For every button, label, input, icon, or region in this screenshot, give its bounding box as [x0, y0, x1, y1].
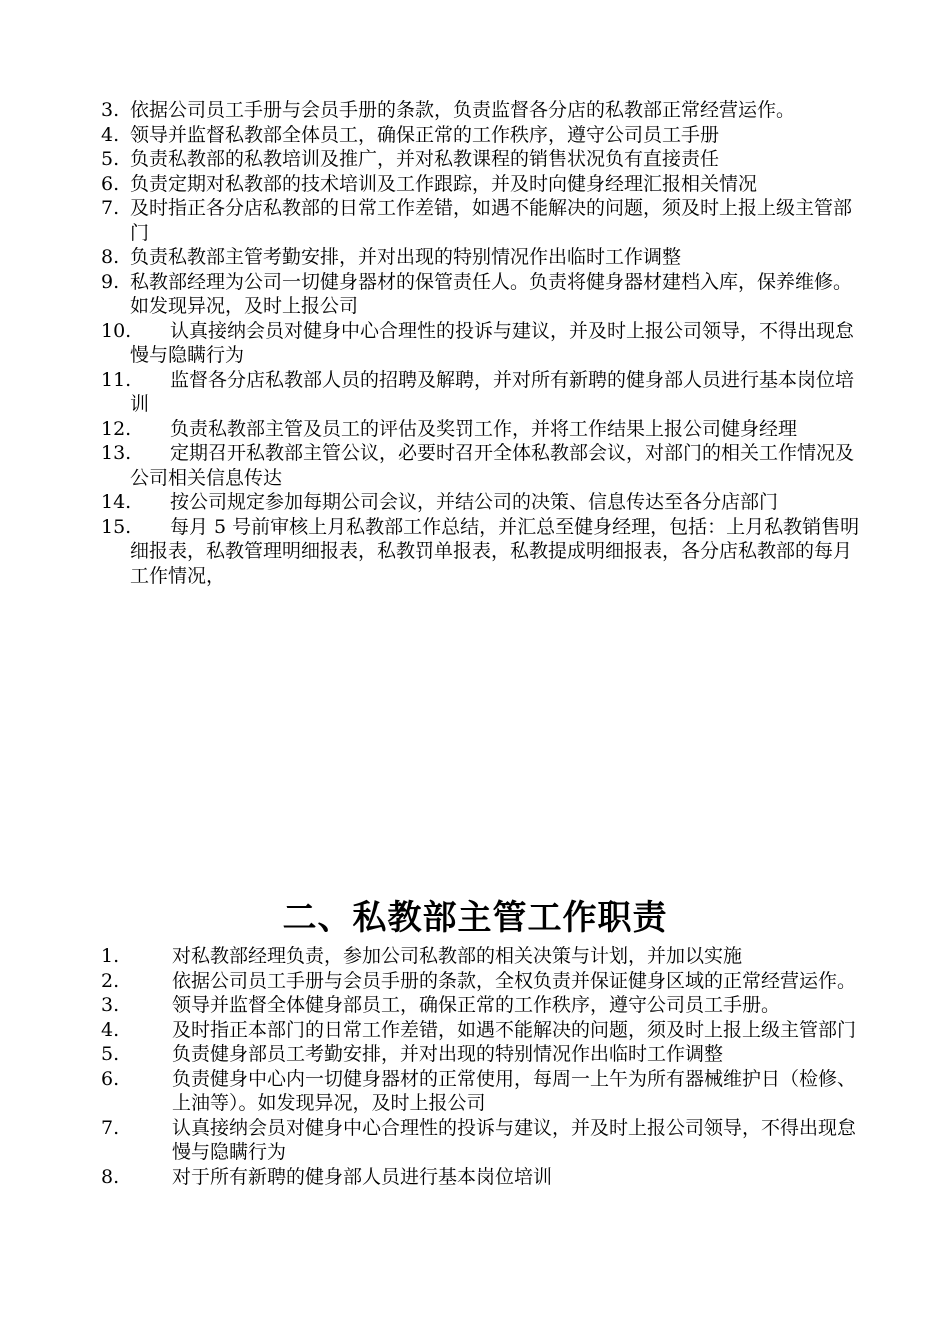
- list-item: [0, 441, 860, 490]
- list-item: [0, 1018, 860, 1043]
- list-item: [0, 417, 860, 442]
- item-text: 依据公司员工手册与会员手册的条款，负责监督各分店的私教部正常经营运作。: [130, 99, 796, 121]
- list-item: [0, 1165, 860, 1190]
- list-item: [0, 490, 860, 515]
- list-item: [0, 196, 860, 245]
- item-number: 4.: [101, 1018, 120, 1041]
- item-number: 8.: [101, 1165, 120, 1188]
- item-number: 5.: [101, 1043, 120, 1065]
- item-text: 负责健身中心内一切健身器材的正常使用，每周一上午为所有器械维护日（检修、上油等）。如发现异况，及时上报公司: [172, 1067, 857, 1114]
- item-number: 14.: [101, 491, 132, 513]
- item-text: 领导并监督私教部全体员工，确保正常的工作秩序，遵守公司员工手册: [130, 123, 720, 146]
- item-number: 1.: [101, 945, 120, 967]
- item-text: 领导并监督全体健身部员工，确保正常的工作秩序，遵守公司员工手册。: [172, 994, 781, 1016]
- item-number: 11.: [101, 368, 132, 391]
- item-number: 12.: [101, 417, 132, 440]
- list-item: [0, 1067, 860, 1116]
- item-text: 认真接纳会员对健身中心合理性的投诉与建议，并及时上报公司领导，不得出现怠慢与隐瞒行为: [172, 1116, 857, 1163]
- item-text: 认真接纳会员对健身中心合理性的投诉与建议，并及时上报公司领导，不得出现怠慢与隐瞒行为: [130, 319, 855, 366]
- list-item: [0, 270, 860, 319]
- item-text: 及时指正本部门的日常工作差错，如遇不能解决的问题，须及时上报上级主管部门: [172, 1018, 857, 1041]
- duty-list-supervisor: [0, 944, 860, 1189]
- item-text: 对私教部经理负责，参加公司私教部的相关决策与计划，并加以实施: [172, 945, 743, 967]
- item-text: 负责私教部主管考勤安排，并对出现的特别情况作出临时工作调整: [130, 246, 682, 268]
- list-item: [0, 515, 860, 589]
- list-item: [0, 1116, 860, 1165]
- list-item: [0, 147, 860, 172]
- item-text: 私教部经理为公司一切健身器材的保管责任人。负责将健身器材建档入库，保养维修。如发现异况，及时上报公司: [130, 270, 853, 317]
- item-text: 定期召开私教部主管公议，必要时召开全体私教部会议，对部门的相关工作情况及公司相关信息传达: [130, 442, 855, 489]
- item-text: 负责私教部主管及员工的评估及奖罚工作，并将工作结果上报公司健身经理: [170, 417, 798, 440]
- item-number: 4.: [101, 123, 120, 146]
- item-text: 负责私教部的私教培训及推广，并对私教课程的销售状况负有直接责任: [130, 148, 720, 170]
- list-item: [0, 98, 860, 123]
- section-title: 二、私教部主管工作职责: [282, 898, 668, 938]
- item-text: 负责定期对私教部的技术培训及工作跟踪，并及时向健身经理汇报相关情况: [130, 172, 758, 195]
- list-item: [0, 245, 860, 270]
- item-number: 3.: [101, 99, 120, 121]
- item-number: 3.: [101, 994, 120, 1016]
- list-item: [0, 969, 860, 994]
- item-number: 9.: [101, 270, 120, 293]
- item-number: 7.: [101, 1116, 120, 1139]
- item-text: 按公司规定参加每期公司会议，并结公司的决策、信息传达至各分店部门: [170, 491, 779, 513]
- item-text: 负责健身部员工考勤安排，并对出现的特别情况作出临时工作调整: [172, 1043, 724, 1065]
- item-text: 监督各分店私教部人员的招聘及解聘，并对所有新聘的健身部人员进行基本岗位培训: [130, 368, 855, 415]
- duty-list-manager: [0, 98, 860, 588]
- list-item: [0, 123, 860, 148]
- item-number: 6.: [101, 172, 120, 195]
- item-number: 10.: [101, 319, 132, 342]
- list-item: [0, 368, 860, 417]
- item-number: 15.: [101, 515, 132, 538]
- list-item: [0, 172, 860, 197]
- item-number: 2.: [101, 969, 120, 992]
- list-item: [0, 993, 860, 1018]
- list-item: [0, 944, 860, 969]
- list-item: [0, 1042, 860, 1067]
- item-number: 8.: [101, 246, 120, 268]
- item-text: 对于所有新聘的健身部人员进行基本岗位培训: [172, 1165, 553, 1188]
- item-number: 5.: [101, 148, 120, 170]
- list-item: [0, 319, 860, 368]
- item-number: 6.: [101, 1067, 120, 1090]
- item-number: 7.: [101, 197, 120, 219]
- item-text: 依据公司员工手册与会员手册的条款，全权负责并保证健身区域的正常经营运作。: [172, 969, 857, 992]
- item-text: 及时指正各分店私教部的日常工作差错，如遇不能解决的问题，须及时上报上级主管部门: [130, 197, 853, 244]
- item-number: 13.: [101, 442, 132, 464]
- item-text: 每月 5 号前审核上月私教部工作总结，并汇总至健身经理，包括：上月私教销售明细报表，私教管理明细报表，私教罚单报表，私教提成明细报表，各分店私教部的每月工作情况，: [130, 515, 860, 587]
